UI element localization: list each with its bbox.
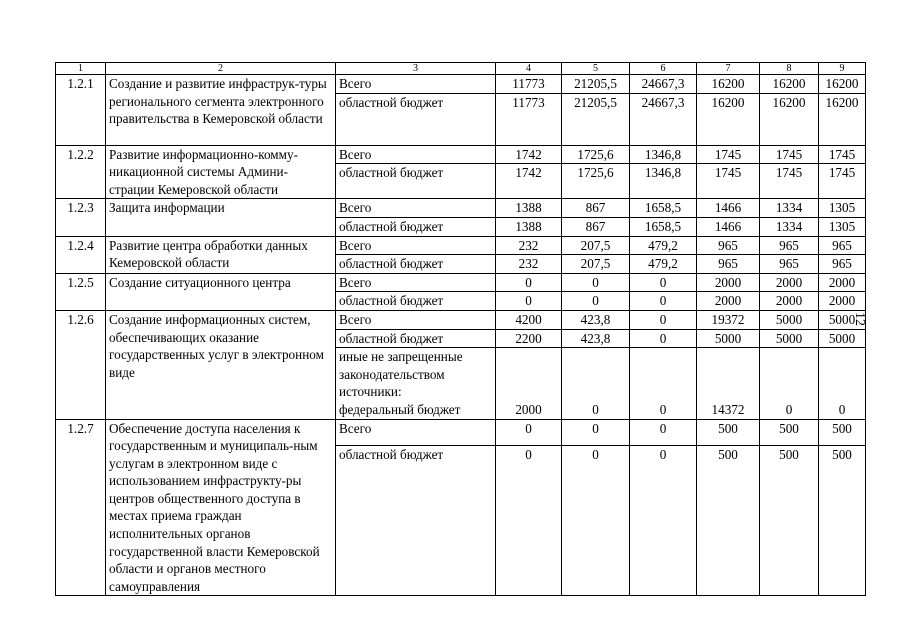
column-number: 4 bbox=[496, 63, 562, 75]
item-number: 1.2.1 bbox=[56, 75, 106, 146]
value-cell: 1388 bbox=[496, 217, 562, 236]
value-cell: 1745 bbox=[697, 145, 760, 164]
value-cell: 16200 bbox=[760, 75, 819, 94]
item-name: Создание информационных систем, обеспечивающих оказание государственных услуг в электронном виде bbox=[106, 310, 336, 419]
value-cell: 2200 bbox=[496, 329, 562, 348]
item-number: 1.2.5 bbox=[56, 273, 106, 310]
value-cell: 0 bbox=[630, 273, 697, 292]
funding-source: Всего bbox=[336, 236, 496, 255]
column-number: 5 bbox=[562, 63, 630, 75]
value-cell: 1346,8 bbox=[630, 145, 697, 164]
value-cell: 21205,5 bbox=[562, 75, 630, 94]
table-row bbox=[56, 310, 866, 329]
funding-source: иные не запрещенные законодательством источники: федеральный бюджет bbox=[336, 348, 496, 419]
value-cell: 0 bbox=[630, 310, 697, 329]
funding-source: областной бюджет bbox=[336, 164, 496, 199]
value-cell: 0 bbox=[562, 348, 630, 419]
value-cell: 867 bbox=[562, 217, 630, 236]
funding-source: Всего bbox=[336, 273, 496, 292]
item-number: 1.2.7 bbox=[56, 419, 106, 596]
value-cell: 1725,6 bbox=[562, 145, 630, 164]
value-cell: 500 bbox=[697, 419, 760, 446]
table-row bbox=[56, 199, 866, 218]
value-cell: 2000 bbox=[697, 292, 760, 311]
value-cell: 207,5 bbox=[562, 236, 630, 255]
value-cell: 500 bbox=[760, 446, 819, 596]
value-cell: 1745 bbox=[760, 145, 819, 164]
table-row bbox=[56, 419, 866, 446]
table-row bbox=[56, 145, 866, 164]
value-cell: 965 bbox=[819, 255, 866, 274]
value-cell: 0 bbox=[630, 329, 697, 348]
funding-source: Всего bbox=[336, 310, 496, 329]
item-number: 1.2.2 bbox=[56, 145, 106, 199]
value-cell: 1346,8 bbox=[630, 164, 697, 199]
funding-source: областной бюджет bbox=[336, 446, 496, 596]
value-cell: 1466 bbox=[697, 217, 760, 236]
value-cell: 0 bbox=[562, 446, 630, 596]
column-number: 9 bbox=[819, 63, 866, 75]
item-number: 1.2.3 bbox=[56, 199, 106, 236]
value-cell: 1745 bbox=[819, 164, 866, 199]
table-row bbox=[56, 236, 866, 255]
value-cell: 24667,3 bbox=[630, 93, 697, 145]
value-cell: 5000 bbox=[819, 310, 866, 329]
value-cell: 0 bbox=[630, 419, 697, 446]
value-cell: 232 bbox=[496, 255, 562, 274]
value-cell: 1305 bbox=[819, 199, 866, 218]
value-cell: 867 bbox=[562, 199, 630, 218]
value-cell: 232 bbox=[496, 236, 562, 255]
item-name: Защита информации bbox=[106, 199, 336, 236]
value-cell: 1658,5 bbox=[630, 199, 697, 218]
budget-table bbox=[55, 62, 866, 596]
funding-source: областной бюджет bbox=[336, 255, 496, 274]
funding-source: Всего bbox=[336, 419, 496, 446]
value-cell: 965 bbox=[760, 236, 819, 255]
value-cell: 0 bbox=[496, 446, 562, 596]
value-cell: 1658,5 bbox=[630, 217, 697, 236]
item-name: Развитие информационно-комму-никационной системы Админи-страции Кемеровской области bbox=[106, 145, 336, 199]
value-cell: 16200 bbox=[819, 75, 866, 94]
value-cell: 5000 bbox=[697, 329, 760, 348]
value-cell: 16200 bbox=[760, 93, 819, 145]
column-number-header-row bbox=[56, 63, 866, 75]
value-cell: 16200 bbox=[819, 93, 866, 145]
value-cell: 0 bbox=[496, 419, 562, 446]
funding-source: Всего bbox=[336, 75, 496, 94]
item-name: Обеспечение доступа населения к государственным и муниципаль-ным услугам в электронном виде с использованием инфраструкту-ры центров общественного доступа в местах приема граждан исполнительных органов государственной власти Кемеровской области и органов местного самоуправления bbox=[106, 419, 336, 596]
funding-source: областной бюджет bbox=[336, 93, 496, 145]
value-cell: 2000 bbox=[697, 273, 760, 292]
funding-source: областной бюджет bbox=[336, 329, 496, 348]
value-cell: 1725,6 bbox=[562, 164, 630, 199]
value-cell: 423,8 bbox=[562, 329, 630, 348]
value-cell: 2000 bbox=[496, 348, 562, 419]
value-cell: 965 bbox=[697, 255, 760, 274]
value-cell: 500 bbox=[819, 446, 866, 596]
value-cell: 1334 bbox=[760, 217, 819, 236]
value-cell: 1466 bbox=[697, 199, 760, 218]
value-cell: 0 bbox=[760, 348, 819, 419]
value-cell: 0 bbox=[496, 292, 562, 311]
value-cell: 2000 bbox=[819, 292, 866, 311]
value-cell: 21205,5 bbox=[562, 93, 630, 145]
item-name: Создание и развитие инфраструк-туры регионального сегмента электронного правительства в Кемеровской области bbox=[106, 75, 336, 146]
value-cell: 423,8 bbox=[562, 310, 630, 329]
value-cell: 1742 bbox=[496, 164, 562, 199]
value-cell: 0 bbox=[562, 292, 630, 311]
value-cell: 11773 bbox=[496, 75, 562, 94]
column-number: 7 bbox=[697, 63, 760, 75]
value-cell: 0 bbox=[630, 348, 697, 419]
column-number: 6 bbox=[630, 63, 697, 75]
page-number: 12 bbox=[852, 312, 867, 326]
value-cell: 5000 bbox=[760, 329, 819, 348]
value-cell: 500 bbox=[819, 419, 866, 446]
value-cell: 11773 bbox=[496, 93, 562, 145]
value-cell: 479,2 bbox=[630, 255, 697, 274]
value-cell: 5000 bbox=[819, 329, 866, 348]
funding-source: Всего bbox=[336, 199, 496, 218]
item-number: 1.2.4 bbox=[56, 236, 106, 273]
value-cell: 2000 bbox=[760, 273, 819, 292]
value-cell: 0 bbox=[562, 273, 630, 292]
item-name: Развитие центра обработки данных Кемеровской области bbox=[106, 236, 336, 273]
item-number: 1.2.6 bbox=[56, 310, 106, 419]
value-cell: 2000 bbox=[760, 292, 819, 311]
value-cell: 0 bbox=[496, 273, 562, 292]
value-cell: 207,5 bbox=[562, 255, 630, 274]
value-cell: 0 bbox=[630, 446, 697, 596]
value-cell: 19372 bbox=[697, 310, 760, 329]
value-cell: 0 bbox=[630, 292, 697, 311]
value-cell: 965 bbox=[760, 255, 819, 274]
value-cell: 1742 bbox=[496, 145, 562, 164]
column-number: 8 bbox=[760, 63, 819, 75]
value-cell: 1334 bbox=[760, 199, 819, 218]
column-number: 3 bbox=[336, 63, 496, 75]
value-cell: 24667,3 bbox=[630, 75, 697, 94]
column-number: 2 bbox=[106, 63, 336, 75]
value-cell: 5000 bbox=[760, 310, 819, 329]
value-cell: 14372 bbox=[697, 348, 760, 419]
value-cell: 0 bbox=[562, 419, 630, 446]
value-cell: 500 bbox=[760, 419, 819, 446]
value-cell: 1745 bbox=[760, 164, 819, 199]
value-cell: 479,2 bbox=[630, 236, 697, 255]
value-cell: 1305 bbox=[819, 217, 866, 236]
funding-source: областной бюджет bbox=[336, 217, 496, 236]
value-cell: 2000 bbox=[819, 273, 866, 292]
funding-source: Всего bbox=[336, 145, 496, 164]
value-cell: 1745 bbox=[697, 164, 760, 199]
value-cell: 500 bbox=[697, 446, 760, 596]
funding-source: областной бюджет bbox=[336, 292, 496, 311]
item-name: Создание ситуационного центра bbox=[106, 273, 336, 310]
table-row bbox=[56, 273, 866, 292]
value-cell: 0 bbox=[819, 348, 866, 419]
value-cell: 1388 bbox=[496, 199, 562, 218]
table-row bbox=[56, 75, 866, 94]
value-cell: 4200 bbox=[496, 310, 562, 329]
value-cell: 965 bbox=[697, 236, 760, 255]
value-cell: 1745 bbox=[819, 145, 866, 164]
column-number: 1 bbox=[56, 63, 106, 75]
value-cell: 16200 bbox=[697, 75, 760, 94]
value-cell: 16200 bbox=[697, 93, 760, 145]
value-cell: 965 bbox=[819, 236, 866, 255]
